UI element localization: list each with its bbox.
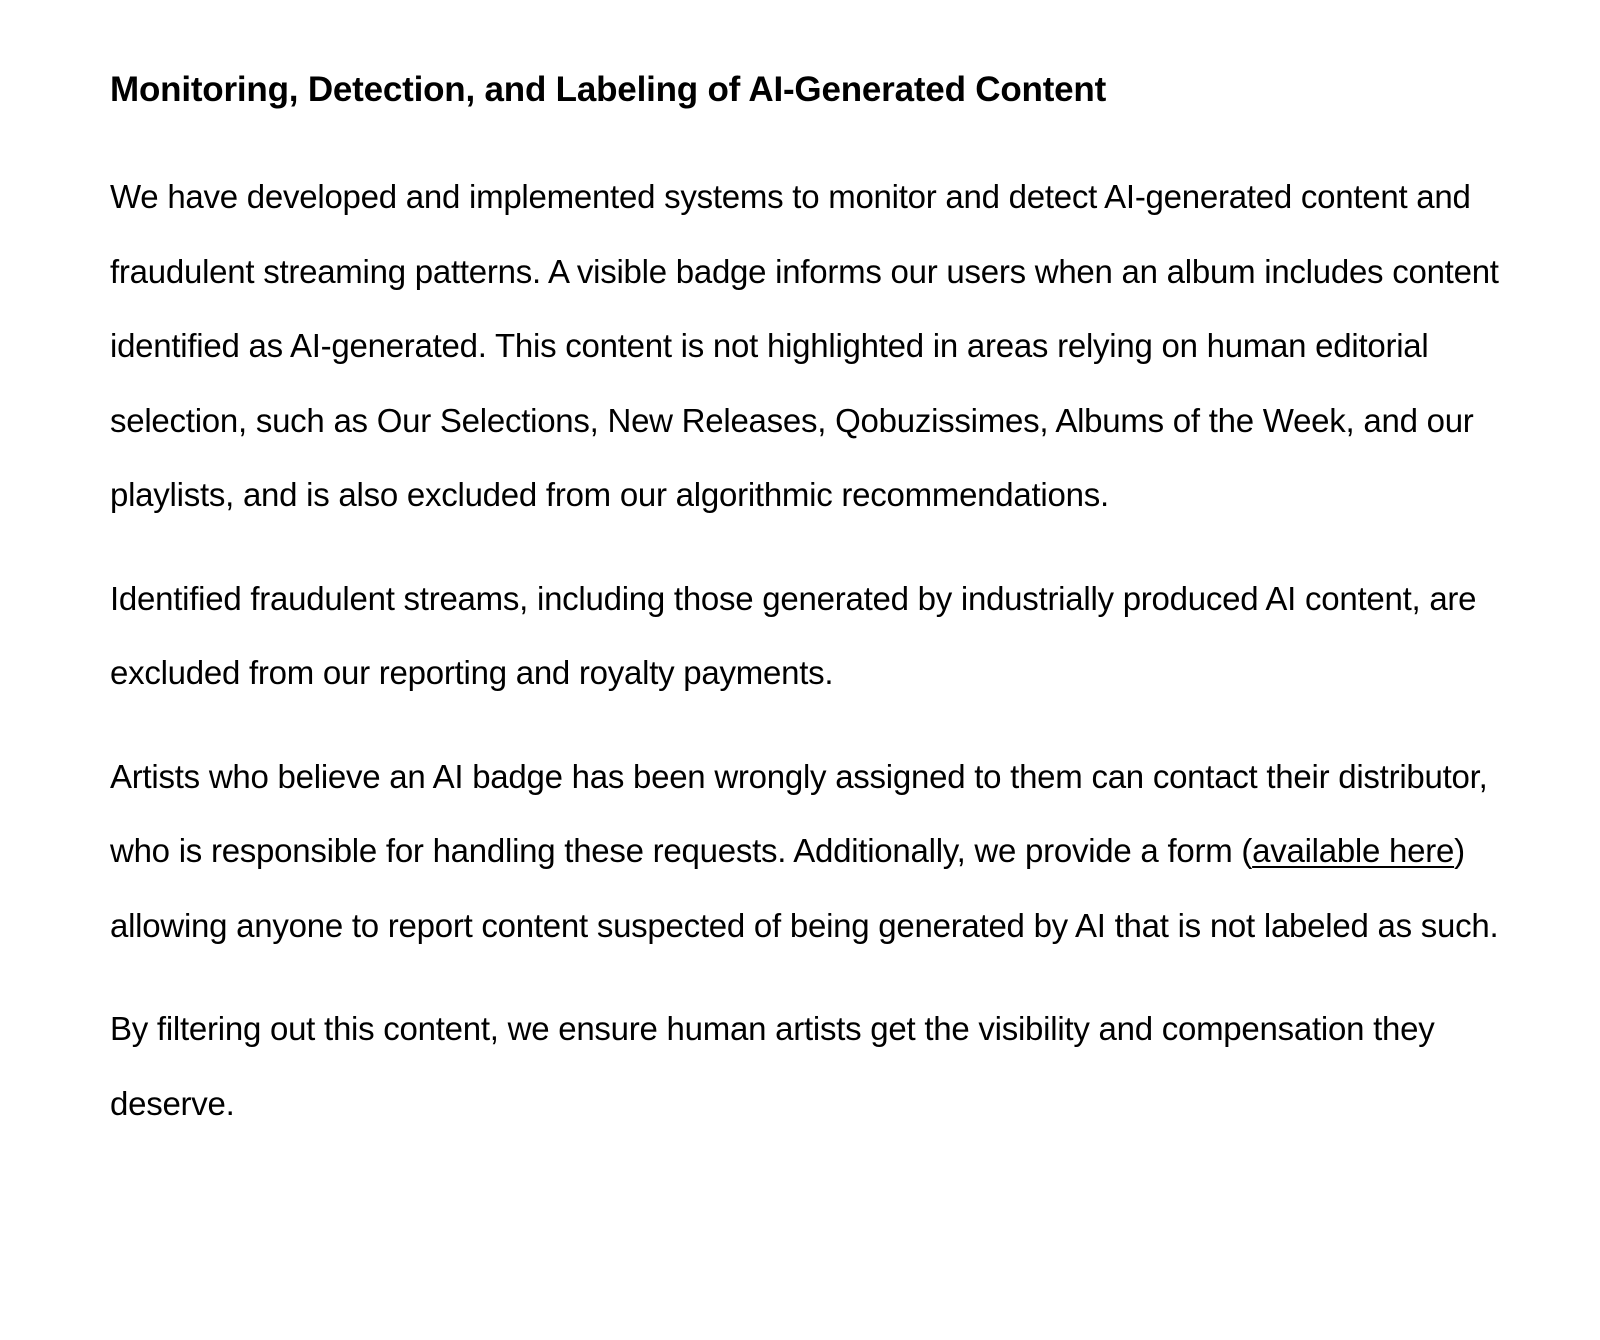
paragraph-fraudulent-streams: Identified fraudulent streams, including those generated by industrially produced AI content, are excluded from our reporting and royalty payments. <box>110 579 1477 691</box>
section-heading: Monitoring, Detection, and Labeling of AI-Generated Content <box>110 70 1107 109</box>
report-form-link[interactable]: available here <box>1252 832 1455 869</box>
paragraph-report-form-text-after: ) allowing anyone to report content suspected of being generated by AI that is not labeled as such. <box>110 832 1499 944</box>
paragraph-detection-systems: We have developed and implemented systems to monitor and detect AI-generated content and fraudulent streaming patterns. A visible badge informs our users when an album includes content identified as AI-generated. This content is not highlighted in areas relying on human editorial selection, such as Our Selections, New Releases, Qobuzissimes, Albums of the Week, and our playlists, and is also excluded from our algorithmic recommendations. <box>110 178 1499 513</box>
article-section <box>110 62 1550 1141</box>
paragraph-report-form-text-before: Artists who believe an AI badge has been wrongly assigned to them can contact their distributor, who is responsible for handling these requests. Additionally, we provide a form ( <box>110 757 1488 869</box>
paragraph-filtering-benefit: By filtering out this content, we ensure human artists get the visibility and compensation they deserve. <box>110 1010 1435 1122</box>
paragraph-report-form <box>110 740 1550 964</box>
